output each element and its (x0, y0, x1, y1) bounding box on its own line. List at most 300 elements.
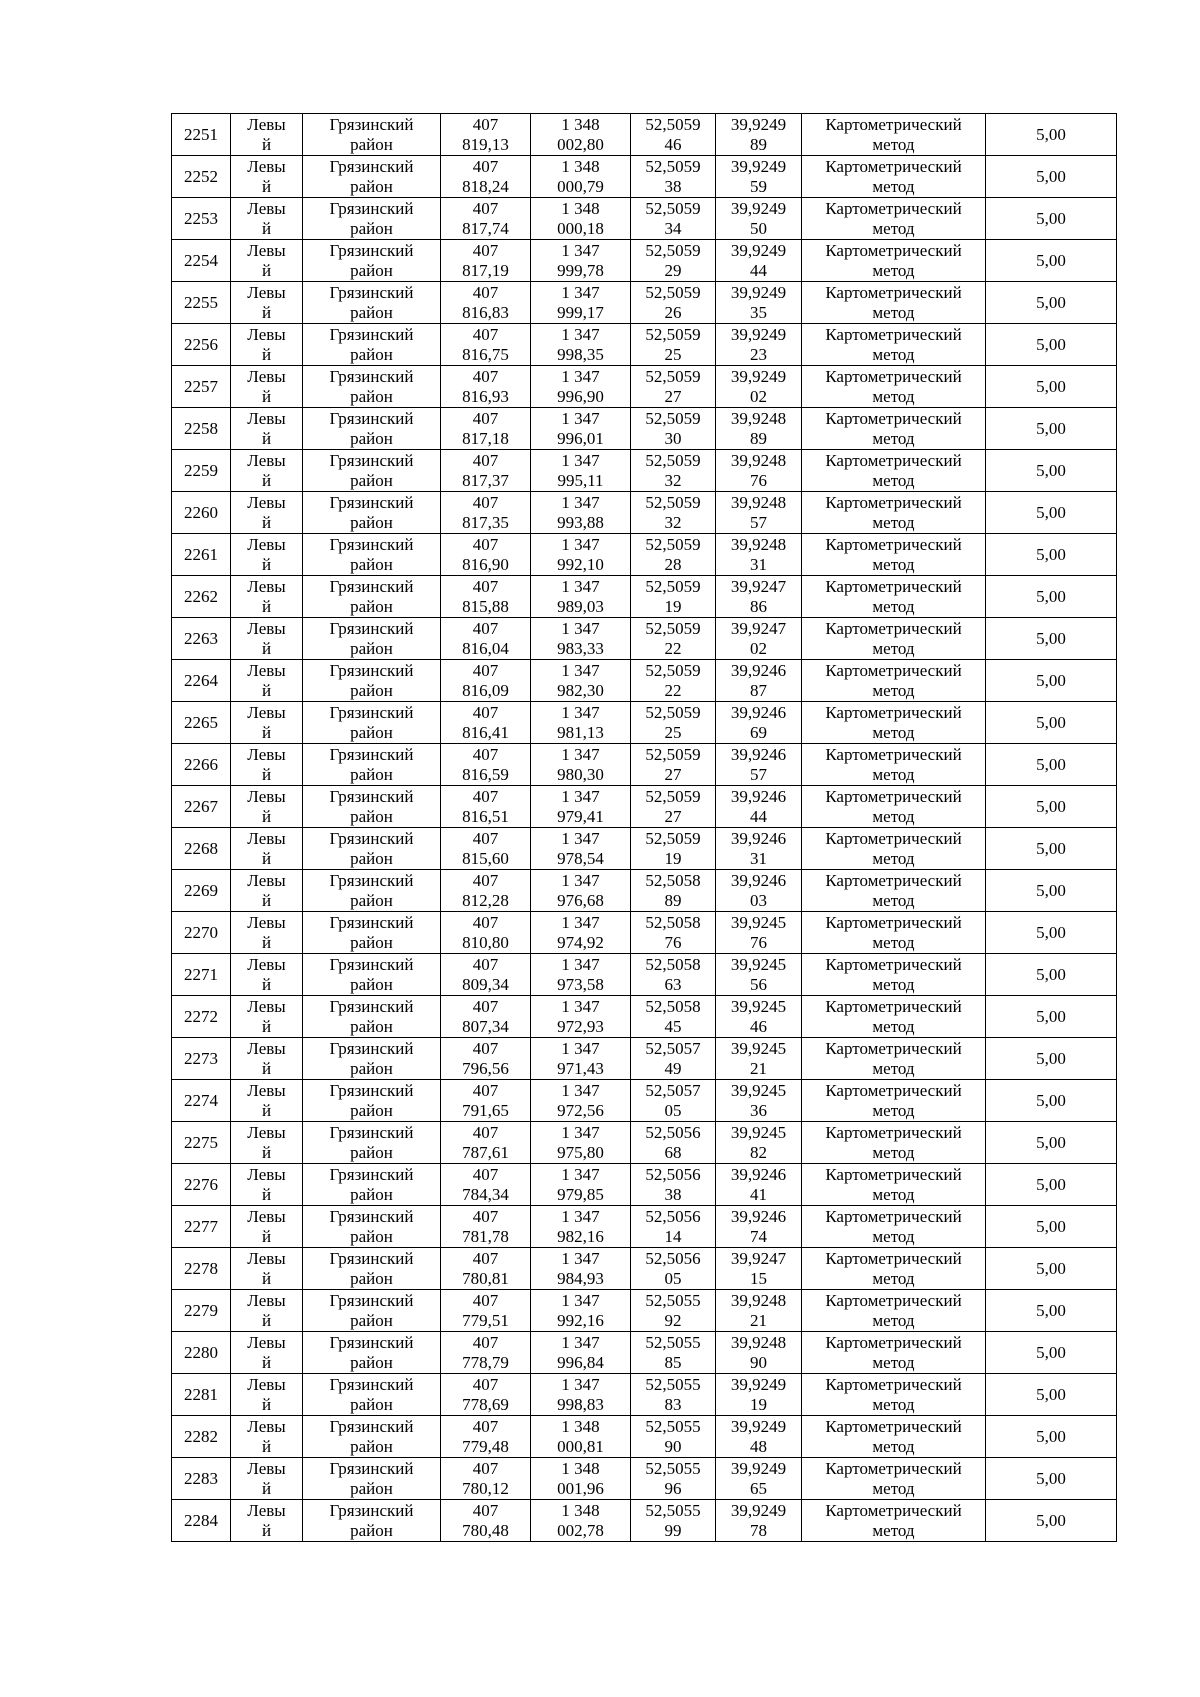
cell-coord-y: 1 347 999,78 (531, 240, 631, 282)
cell-bank-side: Левы й (231, 828, 303, 870)
cell-district: Грязинский район (303, 1374, 441, 1416)
cell-bank-side: Левы й (231, 744, 303, 786)
cell-latitude: 52,5059 46 (631, 114, 716, 156)
cell-longitude: 39,9248 31 (716, 534, 802, 576)
cell-bank-side: Левы й (231, 1080, 303, 1122)
cell-district: Грязинский район (303, 1248, 441, 1290)
cell-method: Картометрический метод (802, 1290, 986, 1332)
cell-method: Картометрический метод (802, 1500, 986, 1542)
cell-coord-x: 407 807,34 (441, 996, 531, 1038)
cell-longitude: 39,9246 44 (716, 786, 802, 828)
cell-bank-side: Левы й (231, 408, 303, 450)
cell-point-number: 2284 (172, 1500, 231, 1542)
cell-coord-y: 1 347 980,30 (531, 744, 631, 786)
cell-district: Грязинский район (303, 366, 441, 408)
cell-latitude: 52,5059 27 (631, 786, 716, 828)
table-row (172, 660, 1117, 702)
cell-coord-y: 1 347 992,10 (531, 534, 631, 576)
cell-precision: 5,00 (986, 870, 1117, 912)
cell-point-number: 2272 (172, 996, 231, 1038)
cell-latitude: 52,5055 90 (631, 1416, 716, 1458)
table-row (172, 240, 1117, 282)
cell-longitude: 39,9245 82 (716, 1122, 802, 1164)
cell-latitude: 52,5059 19 (631, 576, 716, 618)
cell-precision: 5,00 (986, 1038, 1117, 1080)
cell-latitude: 52,5059 27 (631, 366, 716, 408)
cell-point-number: 2263 (172, 618, 231, 660)
cell-point-number: 2282 (172, 1416, 231, 1458)
cell-precision: 5,00 (986, 1164, 1117, 1206)
cell-latitude: 52,5056 68 (631, 1122, 716, 1164)
table-row (172, 1416, 1117, 1458)
cell-point-number: 2262 (172, 576, 231, 618)
cell-precision: 5,00 (986, 618, 1117, 660)
cell-bank-side: Левы й (231, 1206, 303, 1248)
cell-latitude: 52,5059 27 (631, 744, 716, 786)
cell-longitude: 39,9249 44 (716, 240, 802, 282)
cell-method: Картометрический метод (802, 828, 986, 870)
cell-point-number: 2254 (172, 240, 231, 282)
cell-bank-side: Левы й (231, 870, 303, 912)
table-row (172, 1038, 1117, 1080)
cell-method: Картометрический метод (802, 492, 986, 534)
cell-latitude: 52,5055 92 (631, 1290, 716, 1332)
cell-coord-x: 407 819,13 (441, 114, 531, 156)
table-row (172, 954, 1117, 996)
cell-latitude: 52,5059 30 (631, 408, 716, 450)
cell-latitude: 52,5055 83 (631, 1374, 716, 1416)
cell-method: Картометрический метод (802, 198, 986, 240)
cell-longitude: 39,9249 89 (716, 114, 802, 156)
table-row (172, 1164, 1117, 1206)
table-row (172, 1290, 1117, 1332)
cell-bank-side: Левы й (231, 618, 303, 660)
table-body (172, 114, 1117, 1542)
cell-point-number: 2256 (172, 324, 231, 366)
cell-coord-y: 1 347 976,68 (531, 870, 631, 912)
cell-latitude: 52,5059 25 (631, 702, 716, 744)
cell-precision: 5,00 (986, 1332, 1117, 1374)
cell-coord-y: 1 347 982,30 (531, 660, 631, 702)
cell-method: Картометрический метод (802, 1122, 986, 1164)
cell-method: Картометрический метод (802, 1458, 986, 1500)
table-row (172, 450, 1117, 492)
cell-precision: 5,00 (986, 1122, 1117, 1164)
table-row (172, 702, 1117, 744)
cell-method: Картометрический метод (802, 1164, 986, 1206)
cell-coord-x: 407 816,59 (441, 744, 531, 786)
cell-district: Грязинский район (303, 492, 441, 534)
cell-district: Грязинский район (303, 1038, 441, 1080)
cell-precision: 5,00 (986, 996, 1117, 1038)
cell-coord-y: 1 348 002,80 (531, 114, 631, 156)
cell-method: Картометрический метод (802, 660, 986, 702)
cell-method: Картометрический метод (802, 744, 986, 786)
cell-district: Грязинский район (303, 618, 441, 660)
cell-coord-y: 1 347 992,16 (531, 1290, 631, 1332)
cell-precision: 5,00 (986, 1416, 1117, 1458)
cell-bank-side: Левы й (231, 1374, 303, 1416)
cell-longitude: 39,9247 02 (716, 618, 802, 660)
cell-coord-x: 407 816,93 (441, 366, 531, 408)
cell-longitude: 39,9249 59 (716, 156, 802, 198)
cell-method: Картометрический метод (802, 1416, 986, 1458)
cell-point-number: 2276 (172, 1164, 231, 1206)
cell-latitude: 52,5056 05 (631, 1248, 716, 1290)
cell-point-number: 2271 (172, 954, 231, 996)
cell-latitude: 52,5058 45 (631, 996, 716, 1038)
cell-bank-side: Левы й (231, 1500, 303, 1542)
cell-latitude: 52,5057 49 (631, 1038, 716, 1080)
cell-longitude: 39,9247 15 (716, 1248, 802, 1290)
cell-coord-y: 1 348 001,96 (531, 1458, 631, 1500)
cell-longitude: 39,9249 02 (716, 366, 802, 408)
cell-bank-side: Левы й (231, 114, 303, 156)
cell-precision: 5,00 (986, 1500, 1117, 1542)
cell-method: Картометрический метод (802, 1080, 986, 1122)
cell-point-number: 2278 (172, 1248, 231, 1290)
cell-coord-y: 1 347 999,17 (531, 282, 631, 324)
cell-method: Картометрический метод (802, 366, 986, 408)
cell-latitude: 52,5059 25 (631, 324, 716, 366)
cell-longitude: 39,9249 48 (716, 1416, 802, 1458)
cell-latitude: 52,5059 19 (631, 828, 716, 870)
cell-precision: 5,00 (986, 744, 1117, 786)
cell-latitude: 52,5059 34 (631, 198, 716, 240)
cell-method: Картометрический метод (802, 240, 986, 282)
table-row (172, 1458, 1117, 1500)
cell-precision: 5,00 (986, 114, 1117, 156)
cell-point-number: 2253 (172, 198, 231, 240)
cell-longitude: 39,9245 56 (716, 954, 802, 996)
cell-district: Грязинский район (303, 1206, 441, 1248)
cell-point-number: 2267 (172, 786, 231, 828)
cell-latitude: 52,5056 14 (631, 1206, 716, 1248)
cell-coord-y: 1 347 982,16 (531, 1206, 631, 1248)
cell-bank-side: Левы й (231, 534, 303, 576)
cell-bank-side: Левы й (231, 786, 303, 828)
cell-point-number: 2277 (172, 1206, 231, 1248)
cell-precision: 5,00 (986, 282, 1117, 324)
cell-coord-y: 1 347 996,90 (531, 366, 631, 408)
cell-longitude: 39,9249 19 (716, 1374, 802, 1416)
cell-bank-side: Левы й (231, 954, 303, 996)
cell-district: Грязинский район (303, 576, 441, 618)
table-row (172, 744, 1117, 786)
cell-district: Грязинский район (303, 660, 441, 702)
cell-coord-x: 407 817,35 (441, 492, 531, 534)
cell-coord-y: 1 347 984,93 (531, 1248, 631, 1290)
cell-longitude: 39,9248 90 (716, 1332, 802, 1374)
cell-precision: 5,00 (986, 240, 1117, 282)
cell-coord-x: 407 780,12 (441, 1458, 531, 1500)
cell-coord-x: 407 815,88 (441, 576, 531, 618)
cell-method: Картометрический метод (802, 450, 986, 492)
cell-precision: 5,00 (986, 1206, 1117, 1248)
cell-district: Грязинский район (303, 828, 441, 870)
cell-coord-x: 407 778,79 (441, 1332, 531, 1374)
cell-coord-y: 1 348 000,79 (531, 156, 631, 198)
cell-method: Картометрический метод (802, 954, 986, 996)
cell-latitude: 52,5059 28 (631, 534, 716, 576)
cell-district: Грязинский район (303, 1416, 441, 1458)
cell-precision: 5,00 (986, 198, 1117, 240)
table-row (172, 996, 1117, 1038)
cell-bank-side: Левы й (231, 198, 303, 240)
cell-method: Картометрический метод (802, 1332, 986, 1374)
cell-precision: 5,00 (986, 1248, 1117, 1290)
table-row (172, 324, 1117, 366)
cell-point-number: 2255 (172, 282, 231, 324)
cell-district: Грязинский район (303, 1290, 441, 1332)
cell-longitude: 39,9246 74 (716, 1206, 802, 1248)
cell-latitude: 52,5058 89 (631, 870, 716, 912)
cell-precision: 5,00 (986, 660, 1117, 702)
cell-coord-x: 407 817,19 (441, 240, 531, 282)
cell-latitude: 52,5055 99 (631, 1500, 716, 1542)
cell-point-number: 2269 (172, 870, 231, 912)
table-row (172, 786, 1117, 828)
cell-coord-x: 407 779,51 (441, 1290, 531, 1332)
cell-district: Грязинский район (303, 912, 441, 954)
cell-longitude: 39,9246 87 (716, 660, 802, 702)
cell-longitude: 39,9249 65 (716, 1458, 802, 1500)
cell-longitude: 39,9248 76 (716, 450, 802, 492)
cell-district: Грязинский район (303, 996, 441, 1038)
cell-latitude: 52,5056 38 (631, 1164, 716, 1206)
cell-coord-x: 407 816,04 (441, 618, 531, 660)
cell-coord-y: 1 347 979,41 (531, 786, 631, 828)
cell-point-number: 2270 (172, 912, 231, 954)
cell-coord-x: 407 817,74 (441, 198, 531, 240)
cell-coord-x: 407 818,24 (441, 156, 531, 198)
cell-coord-x: 407 809,34 (441, 954, 531, 996)
cell-point-number: 2259 (172, 450, 231, 492)
cell-latitude: 52,5055 96 (631, 1458, 716, 1500)
cell-precision: 5,00 (986, 954, 1117, 996)
cell-precision: 5,00 (986, 408, 1117, 450)
cell-coord-x: 407 817,18 (441, 408, 531, 450)
table-row (172, 1206, 1117, 1248)
table-row (172, 1332, 1117, 1374)
cell-district: Грязинский район (303, 156, 441, 198)
cell-coord-x: 407 817,37 (441, 450, 531, 492)
cell-point-number: 2275 (172, 1122, 231, 1164)
cell-coord-x: 407 810,80 (441, 912, 531, 954)
cell-point-number: 2274 (172, 1080, 231, 1122)
coordinates-table (171, 113, 1117, 1542)
table-row (172, 198, 1117, 240)
cell-coord-y: 1 347 972,93 (531, 996, 631, 1038)
cell-bank-side: Левы й (231, 1038, 303, 1080)
table-row (172, 1500, 1117, 1542)
cell-precision: 5,00 (986, 492, 1117, 534)
cell-coord-y: 1 347 996,01 (531, 408, 631, 450)
cell-bank-side: Левы й (231, 492, 303, 534)
cell-precision: 5,00 (986, 1374, 1117, 1416)
cell-coord-y: 1 347 983,33 (531, 618, 631, 660)
cell-coord-x: 407 816,75 (441, 324, 531, 366)
cell-district: Грязинский район (303, 1164, 441, 1206)
cell-coord-x: 407 816,90 (441, 534, 531, 576)
cell-district: Грязинский район (303, 198, 441, 240)
cell-latitude: 52,5059 29 (631, 240, 716, 282)
cell-coord-y: 1 347 972,56 (531, 1080, 631, 1122)
table-row (172, 282, 1117, 324)
cell-bank-side: Левы й (231, 1122, 303, 1164)
cell-precision: 5,00 (986, 534, 1117, 576)
cell-point-number: 2273 (172, 1038, 231, 1080)
cell-district: Грязинский район (303, 870, 441, 912)
cell-method: Картометрический метод (802, 870, 986, 912)
cell-district: Грязинский район (303, 1500, 441, 1542)
cell-precision: 5,00 (986, 702, 1117, 744)
cell-coord-x: 407 780,48 (441, 1500, 531, 1542)
cell-method: Картометрический метод (802, 408, 986, 450)
cell-method: Картометрический метод (802, 912, 986, 954)
cell-method: Картометрический метод (802, 114, 986, 156)
cell-coord-x: 407 791,65 (441, 1080, 531, 1122)
cell-bank-side: Левы й (231, 1290, 303, 1332)
cell-point-number: 2261 (172, 534, 231, 576)
cell-district: Грязинский район (303, 240, 441, 282)
cell-district: Грязинский район (303, 1332, 441, 1374)
cell-coord-y: 1 347 996,84 (531, 1332, 631, 1374)
cell-coord-y: 1 347 978,54 (531, 828, 631, 870)
cell-district: Грязинский район (303, 450, 441, 492)
cell-coord-y: 1 347 979,85 (531, 1164, 631, 1206)
cell-bank-side: Левы й (231, 1332, 303, 1374)
cell-coord-x: 407 780,81 (441, 1248, 531, 1290)
cell-precision: 5,00 (986, 1080, 1117, 1122)
cell-method: Картометрический метод (802, 534, 986, 576)
cell-bank-side: Левы й (231, 240, 303, 282)
table-row (172, 408, 1117, 450)
cell-method: Картометрический метод (802, 1038, 986, 1080)
cell-precision: 5,00 (986, 576, 1117, 618)
cell-district: Грязинский район (303, 786, 441, 828)
cell-precision: 5,00 (986, 828, 1117, 870)
table-row (172, 492, 1117, 534)
cell-coord-y: 1 348 000,18 (531, 198, 631, 240)
cell-district: Грязинский район (303, 1458, 441, 1500)
cell-latitude: 52,5059 22 (631, 618, 716, 660)
cell-district: Грязинский район (303, 324, 441, 366)
cell-bank-side: Левы й (231, 660, 303, 702)
cell-point-number: 2268 (172, 828, 231, 870)
cell-district: Грязинский район (303, 408, 441, 450)
cell-method: Картометрический метод (802, 1206, 986, 1248)
cell-district: Грязинский район (303, 744, 441, 786)
cell-coord-y: 1 347 973,58 (531, 954, 631, 996)
cell-longitude: 39,9248 89 (716, 408, 802, 450)
cell-latitude: 52,5059 22 (631, 660, 716, 702)
cell-coord-y: 1 347 998,35 (531, 324, 631, 366)
cell-method: Картометрический метод (802, 618, 986, 660)
cell-method: Картометрический метод (802, 786, 986, 828)
cell-coord-x: 407 796,56 (441, 1038, 531, 1080)
cell-district: Грязинский район (303, 954, 441, 996)
cell-bank-side: Левы й (231, 1248, 303, 1290)
cell-precision: 5,00 (986, 1290, 1117, 1332)
cell-coord-x: 407 779,48 (441, 1416, 531, 1458)
cell-longitude: 39,9247 86 (716, 576, 802, 618)
cell-point-number: 2280 (172, 1332, 231, 1374)
cell-coord-x: 407 812,28 (441, 870, 531, 912)
cell-coord-x: 407 816,09 (441, 660, 531, 702)
cell-bank-side: Левы й (231, 282, 303, 324)
cell-method: Картометрический метод (802, 576, 986, 618)
cell-precision: 5,00 (986, 324, 1117, 366)
table-row (172, 912, 1117, 954)
cell-point-number: 2260 (172, 492, 231, 534)
table-row (172, 1080, 1117, 1122)
cell-coord-y: 1 347 993,88 (531, 492, 631, 534)
cell-precision: 5,00 (986, 1458, 1117, 1500)
cell-longitude: 39,9246 31 (716, 828, 802, 870)
cell-longitude: 39,9246 41 (716, 1164, 802, 1206)
cell-method: Картометрический метод (802, 996, 986, 1038)
cell-method: Картометрический метод (802, 702, 986, 744)
cell-coord-y: 1 347 981,13 (531, 702, 631, 744)
cell-point-number: 2281 (172, 1374, 231, 1416)
cell-longitude: 39,9246 03 (716, 870, 802, 912)
cell-coord-y: 1 348 002,78 (531, 1500, 631, 1542)
cell-coord-x: 407 778,69 (441, 1374, 531, 1416)
cell-district: Грязинский район (303, 282, 441, 324)
cell-bank-side: Левы й (231, 324, 303, 366)
cell-latitude: 52,5055 85 (631, 1332, 716, 1374)
cell-latitude: 52,5059 26 (631, 282, 716, 324)
cell-bank-side: Левы й (231, 996, 303, 1038)
cell-coord-x: 407 816,83 (441, 282, 531, 324)
cell-coord-x: 407 787,61 (441, 1122, 531, 1164)
cell-bank-side: Левы й (231, 576, 303, 618)
cell-district: Грязинский район (303, 702, 441, 744)
cell-coord-x: 407 781,78 (441, 1206, 531, 1248)
cell-coord-y: 1 347 998,83 (531, 1374, 631, 1416)
cell-precision: 5,00 (986, 366, 1117, 408)
cell-point-number: 2251 (172, 114, 231, 156)
cell-longitude: 39,9245 21 (716, 1038, 802, 1080)
table-row (172, 534, 1117, 576)
cell-latitude: 52,5059 38 (631, 156, 716, 198)
cell-district: Грязинский район (303, 534, 441, 576)
cell-longitude: 39,9249 35 (716, 282, 802, 324)
cell-method: Картометрический метод (802, 282, 986, 324)
cell-point-number: 2258 (172, 408, 231, 450)
cell-district: Грязинский район (303, 1080, 441, 1122)
cell-longitude: 39,9248 21 (716, 1290, 802, 1332)
cell-method: Картометрический метод (802, 324, 986, 366)
cell-precision: 5,00 (986, 156, 1117, 198)
cell-coord-y: 1 347 975,80 (531, 1122, 631, 1164)
cell-method: Картометрический метод (802, 156, 986, 198)
cell-precision: 5,00 (986, 912, 1117, 954)
cell-point-number: 2265 (172, 702, 231, 744)
table-row (172, 1248, 1117, 1290)
cell-bank-side: Левы й (231, 366, 303, 408)
cell-district: Грязинский район (303, 1122, 441, 1164)
cell-latitude: 52,5057 05 (631, 1080, 716, 1122)
table-row (172, 576, 1117, 618)
cell-longitude: 39,9245 76 (716, 912, 802, 954)
cell-longitude: 39,9245 46 (716, 996, 802, 1038)
cell-coord-y: 1 347 995,11 (531, 450, 631, 492)
cell-longitude: 39,9246 57 (716, 744, 802, 786)
cell-point-number: 2266 (172, 744, 231, 786)
cell-longitude: 39,9249 23 (716, 324, 802, 366)
